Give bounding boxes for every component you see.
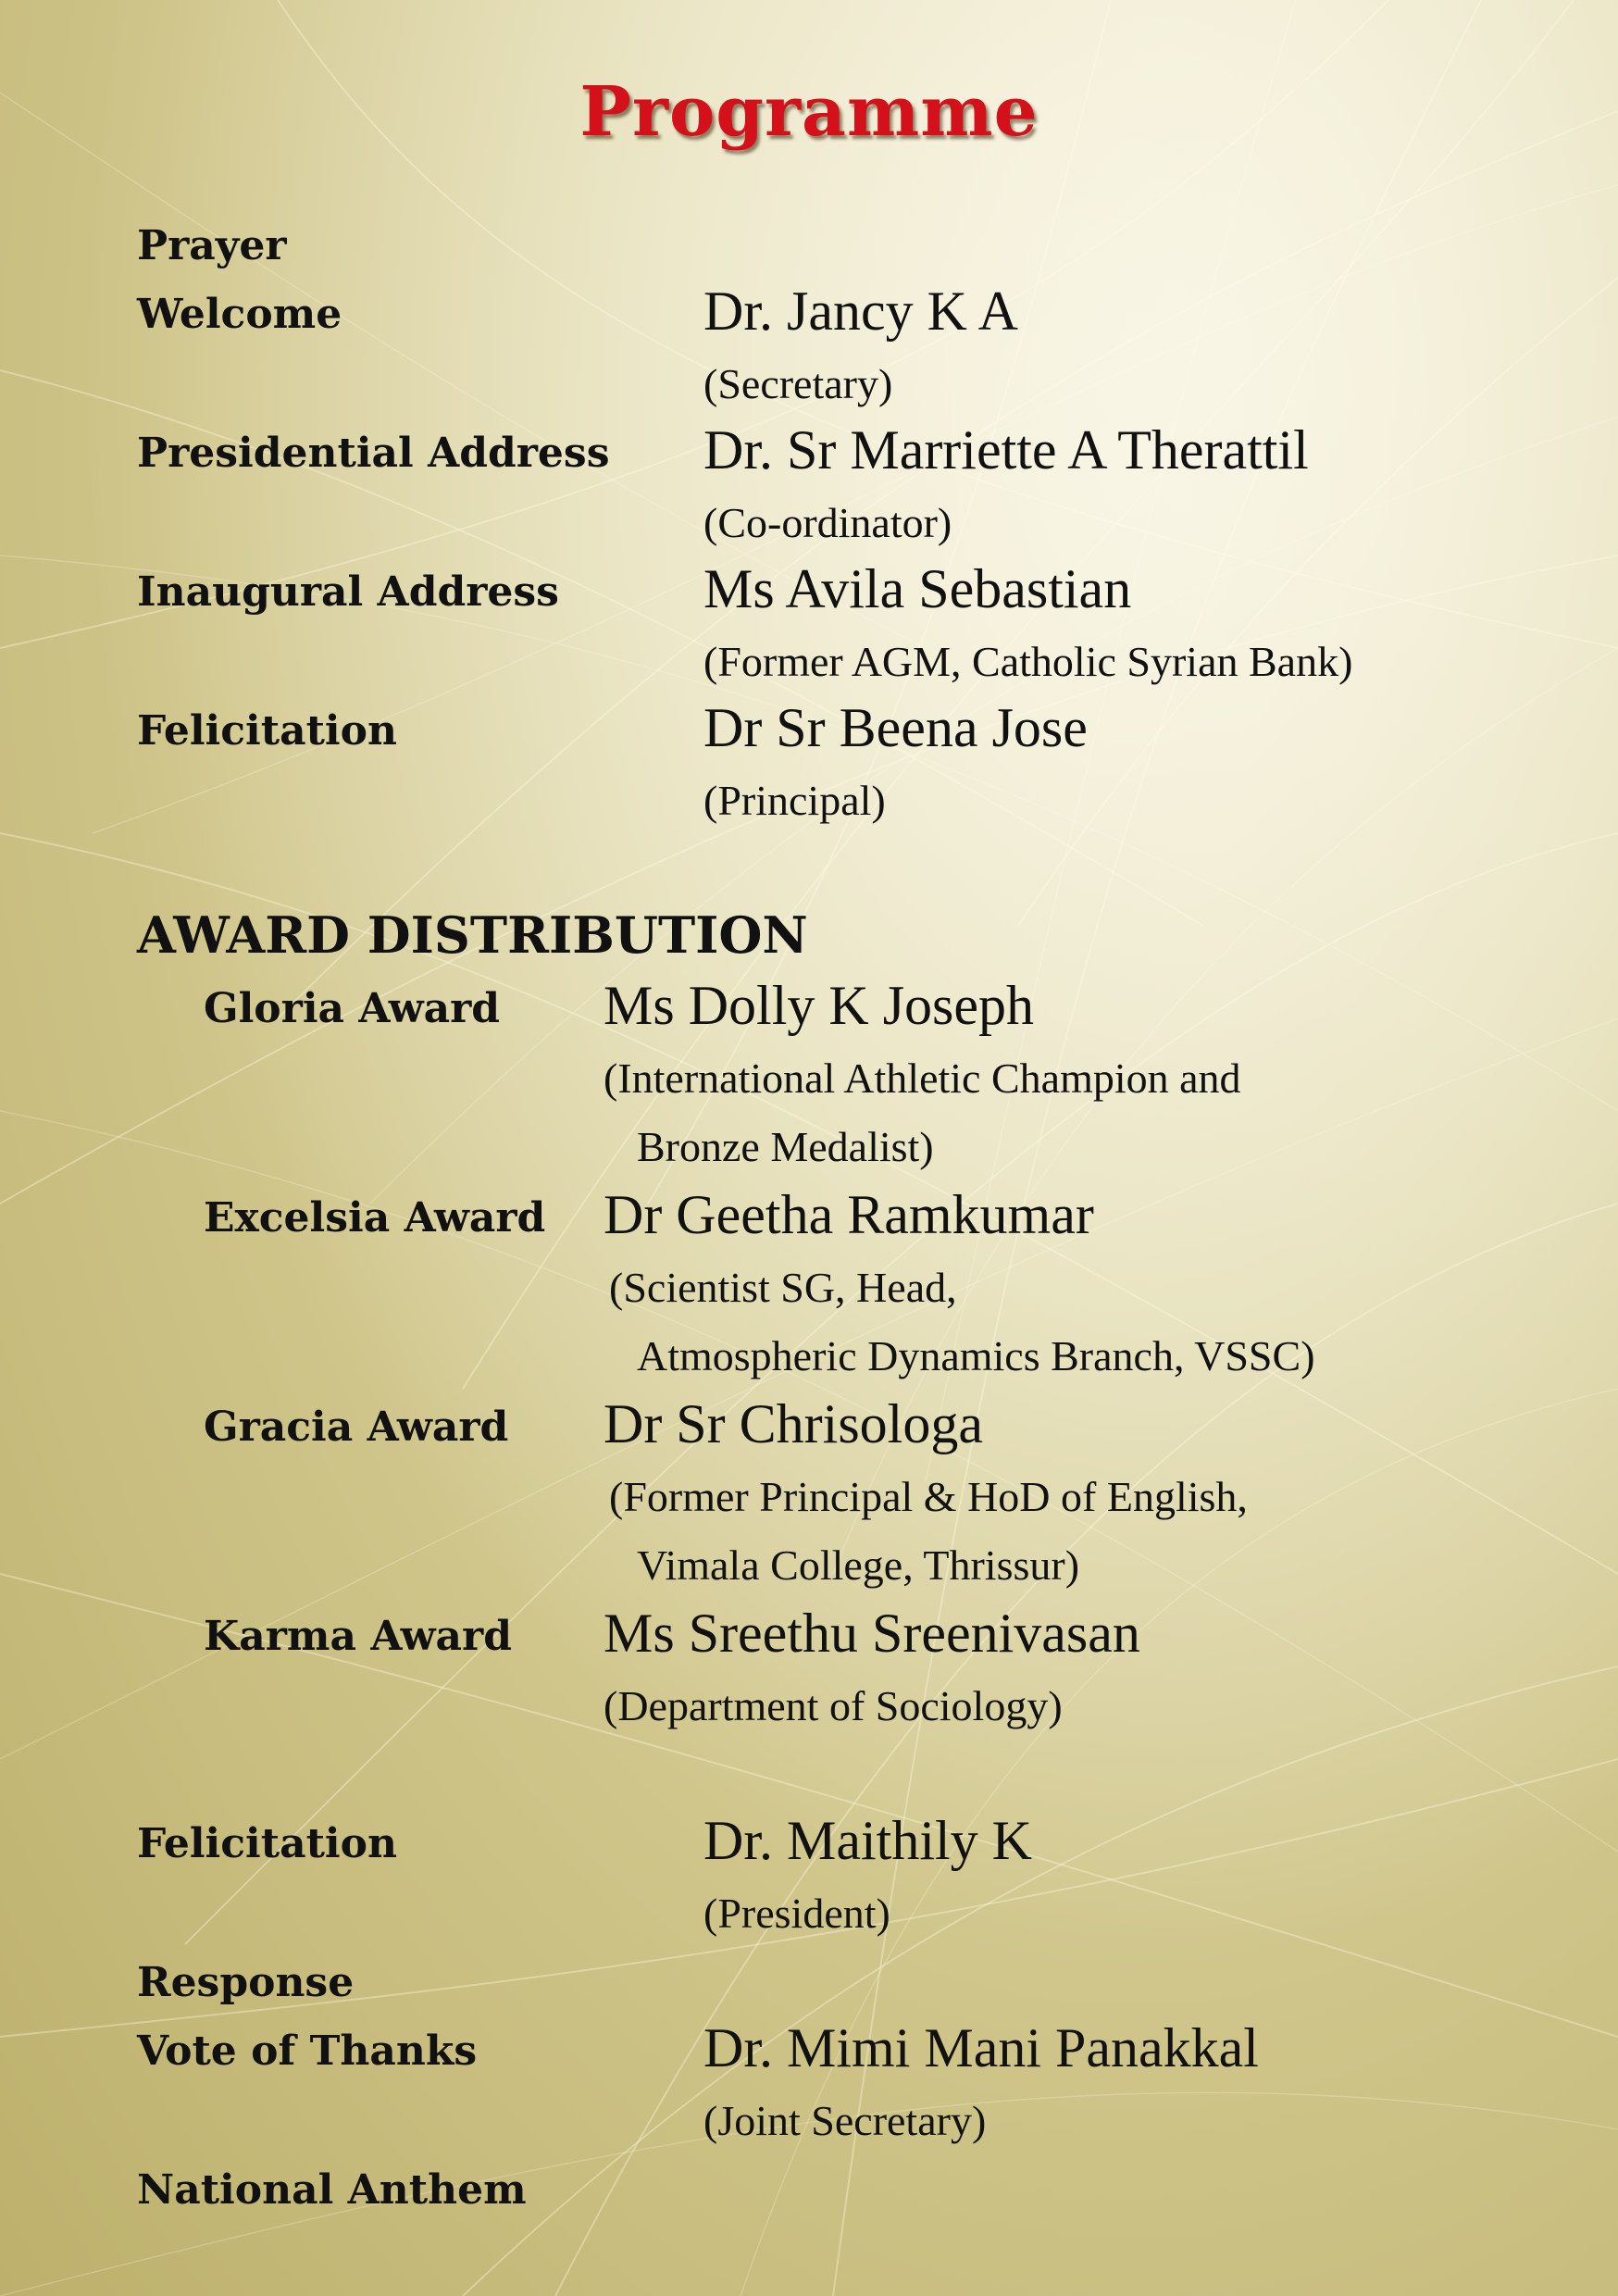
- item-label-felicitation: Felicitation: [137, 707, 397, 755]
- item-role-welcome: (Secretary): [703, 360, 893, 407]
- item-label-inaugural-address: Inaugural Address: [137, 568, 559, 616]
- closing-label-response: Response: [137, 1959, 355, 2006]
- award-name-excelsia: Dr Geetha Ramkumar: [604, 1184, 1094, 1245]
- item-role-felicitation: (Principal): [703, 777, 886, 824]
- award-label-karma: Karma Award: [204, 1613, 513, 1660]
- item-role-presidential-address: (Co-ordinator): [703, 499, 952, 546]
- award-name-gloria: Ms Dolly K Joseph: [604, 975, 1035, 1036]
- item-role-inaugural-address: (Former AGM, Catholic Syrian Bank): [703, 638, 1353, 685]
- award-role-gracia-line1: (Former Principal & HoD of English,: [609, 1473, 1248, 1520]
- award-role-excelsia-line1: (Scientist SG, Head,: [609, 1264, 957, 1311]
- award-section-heading: AWARD DISTRIBUTION: [137, 905, 808, 965]
- award-name-gracia: Dr Sr Chrisologa: [604, 1393, 983, 1454]
- award-label-gracia: Gracia Award: [204, 1404, 509, 1451]
- award-label-gloria: Gloria Award: [204, 985, 501, 1032]
- award-role-gracia-line2: Vimala College, Thrissur): [637, 1541, 1080, 1589]
- page-title: Programme: [579, 72, 1039, 152]
- closing-role-vote-of-thanks: (Joint Secretary): [703, 2097, 987, 2144]
- item-label-presidential-address: Presidential Address: [137, 430, 610, 477]
- item-name-inaugural-address: Ms Avila Sebastian: [703, 558, 1132, 619]
- award-role-excelsia-line2: Atmospheric Dynamics Branch, VSSC): [637, 1332, 1315, 1379]
- award-role-gloria-line2: Bronze Medalist): [637, 1123, 934, 1170]
- closing-name-felicitation: Dr. Maithily K: [703, 1810, 1032, 1871]
- award-role-karma-line1: (Department of Sociology): [604, 1682, 1063, 1729]
- closing-name-vote-of-thanks: Dr. Mimi Mani Panakkal: [703, 2017, 1259, 2078]
- item-label-prayer: Prayer: [137, 222, 287, 269]
- item-label-welcome: Welcome: [137, 291, 342, 338]
- closing-label-felicitation: Felicitation: [137, 1820, 397, 1867]
- award-name-karma: Ms Sreethu Sreenivasan: [604, 1603, 1140, 1664]
- closing-role-felicitation: (President): [703, 1890, 890, 1937]
- closing-label-national-anthem: National Anthem: [137, 2166, 527, 2214]
- item-name-presidential-address: Dr. Sr Marriette A Therattil: [703, 419, 1309, 480]
- item-name-welcome: Dr. Jancy K A: [703, 281, 1018, 342]
- closing-label-vote-of-thanks: Vote of Thanks: [137, 2028, 478, 2075]
- item-name-felicitation: Dr Sr Beena Jose: [703, 697, 1088, 758]
- award-label-excelsia: Excelsia Award: [204, 1194, 546, 1242]
- award-role-gloria-line1: (International Athletic Champion and: [604, 1054, 1241, 1102]
